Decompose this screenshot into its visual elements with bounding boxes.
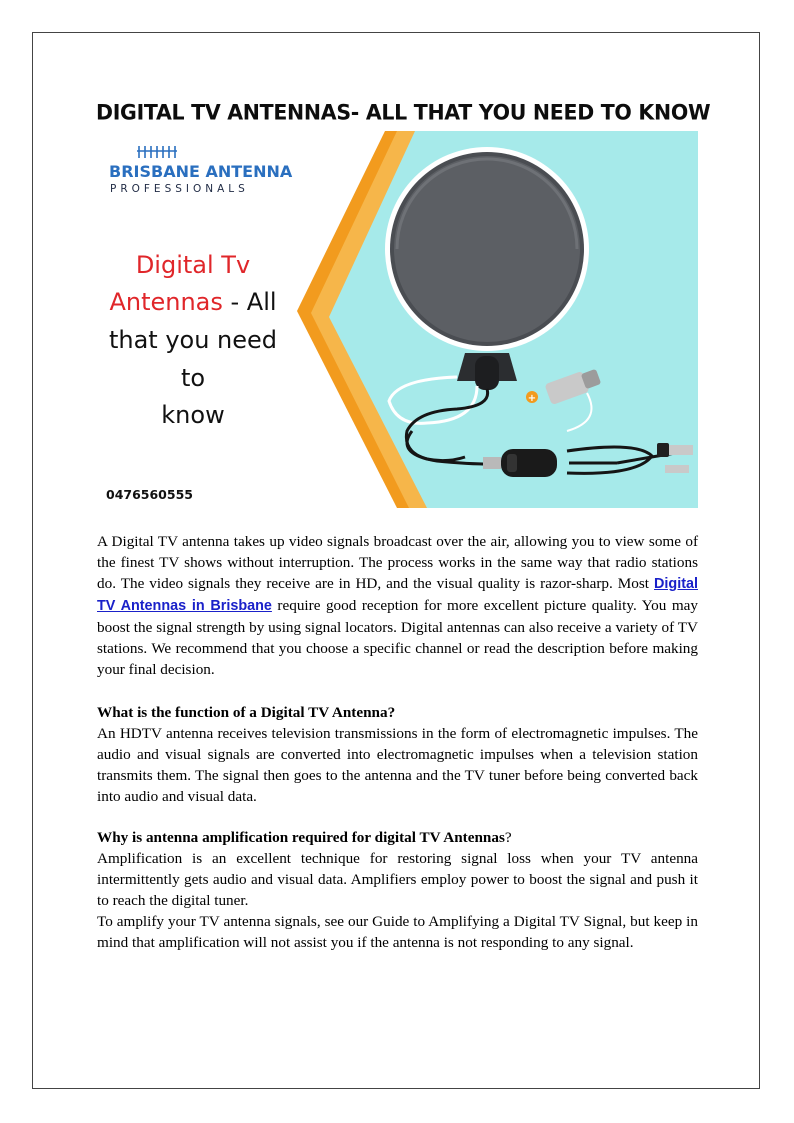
function-body: An HDTV antenna receives television transmissions in the form of electromagnetic impulses. The audio and visual signals are converted into electromagnetic impulses when a television station transmits them. The signal then goes to the antenna and the TV tuner before being converted back into audio and visual data. (97, 725, 698, 805)
headline-part3: - All (222, 288, 277, 316)
headline-line4: to (180, 364, 206, 392)
product-banner (97, 131, 698, 508)
headline-line3: that you need (108, 326, 278, 354)
brand-line2: PROFESSIONALS (110, 183, 249, 195)
banner-phone: 0476560555 (106, 487, 193, 502)
amplification-heading-suffix: ? (504, 829, 512, 846)
brand-line1: BRISBANE ANTENNA (109, 162, 293, 181)
amplification-body-1: Amplification is an excellent technique for restoring signal loss when your TV antenna intermittently gets audio and visual data. Amplifiers employ power to boost the signal and push it to reach the digital tuner. (97, 850, 698, 909)
headline-line5: know (161, 401, 225, 429)
intro-paragraph (97, 531, 698, 680)
headline-line1: Digital Tv (135, 251, 251, 279)
amplification-heading: Why is antenna amplification required for digital TV Antennas (97, 829, 505, 846)
function-heading: What is the function of a Digital TV Antenna? (97, 704, 396, 721)
amplification-body-2: To amplify your TV antenna signals, see our Guide to Amplifying a Digital TV Signal, but keep in mind that amplification will not assist you if the antenna is not responding to any signal. (97, 913, 698, 951)
page-title: DIGITAL TV ANTENNAS- ALL THAT YOU NEED TO KNOW (96, 99, 711, 125)
intro-text-before: A Digital TV antenna takes up video signals broadcast over the air, allowing you to view some of the finest TV shows without interruption. The process works in the same way that radio stations do. The video signals they receive are in HD, and the visual quality is razor-sharp. Most (97, 533, 698, 592)
amplification-section (97, 827, 698, 953)
function-section (97, 702, 698, 807)
headline-part2: Antennas (109, 288, 223, 316)
headline-line2 (109, 288, 276, 316)
intro-text-after: require good reception for more excellent picture quality. You may boost the signal strength by using signal locators. Digital antennas can also receive a variety of TV stations. We recommend that you choose a specific channel or read the description before making your final decision. (97, 597, 698, 678)
svg-text:+: + (527, 393, 537, 404)
digital-tv-antennas-link[interactable]: Digital TV Antennas in Brisbane (97, 576, 698, 614)
